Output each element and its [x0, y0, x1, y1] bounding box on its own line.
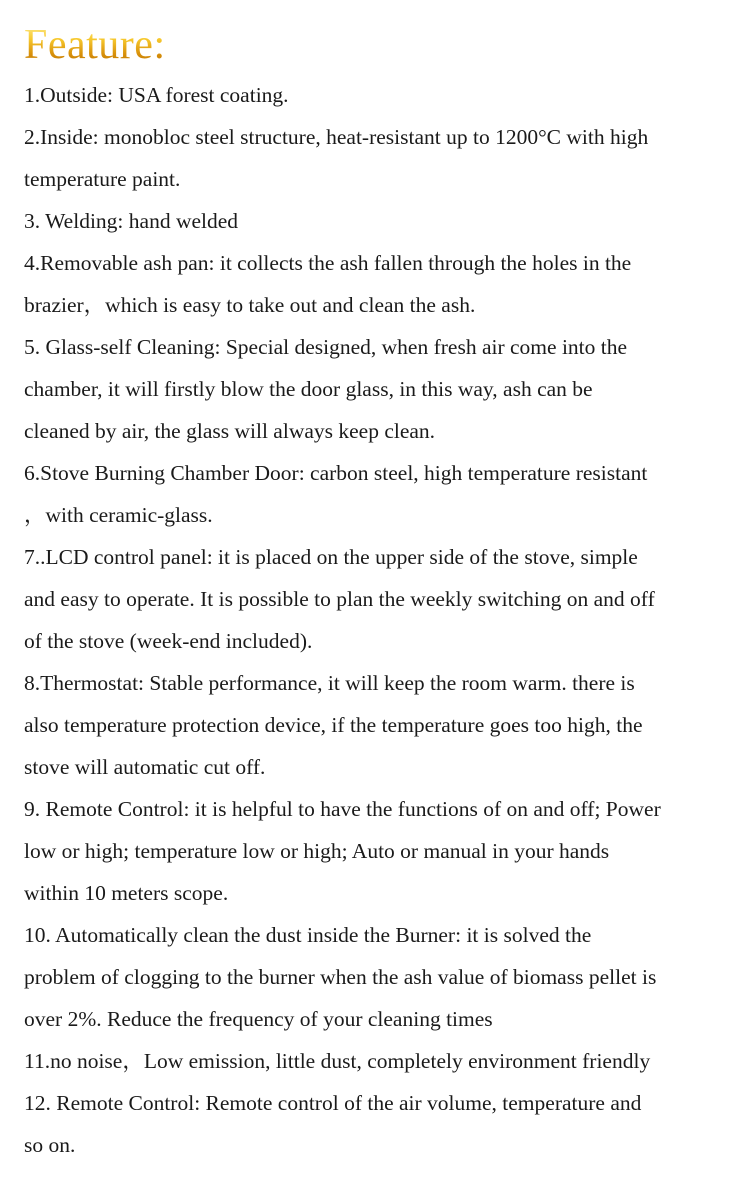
feature-line: ，with ceramic-glass.	[24, 503, 213, 527]
feature-line: temperature paint.	[24, 167, 181, 191]
feature-item-4	[24, 242, 744, 326]
feature-line: of the stove (week-end included).	[24, 629, 313, 653]
feature-item-3	[24, 200, 744, 242]
feature-line: within 10 meters scope.	[24, 881, 229, 905]
page-title: Feature:	[24, 22, 166, 68]
feature-line: chamber, it will firstly blow the door glass, in this way, ash can be	[24, 377, 593, 401]
feature-line: also temperature protection device, if the temperature goes too high, the	[24, 713, 643, 737]
feature-line: 8.Thermostat: Stable performance, it will keep the room warm. there is	[24, 671, 635, 695]
feature-line: 1.Outside: USA forest coating.	[24, 83, 289, 107]
feature-item-1	[24, 74, 744, 116]
feature-item-5	[24, 326, 744, 452]
feature-line: brazier，which is easy to take out and clean the ash.	[24, 293, 476, 317]
feature-item-2	[24, 116, 744, 200]
feature-line: and easy to operate. It is possible to plan the weekly switching on and off	[24, 587, 655, 611]
feature-line: stove will automatic cut off.	[24, 755, 266, 779]
feature-item-10	[24, 914, 744, 1040]
feature-line: 11.no noise，Low emission, little dust, completely environment friendly	[24, 1049, 651, 1073]
feature-line: 12. Remote Control: Remote control of the air volume, temperature and	[24, 1091, 642, 1115]
feature-line: cleaned by air, the glass will always keep clean.	[24, 419, 436, 443]
feature-list	[24, 74, 744, 1166]
feature-line: 6.Stove Burning Chamber Door: carbon steel, high temperature resistant	[24, 461, 648, 485]
feature-line: 10. Automatically clean the dust inside the Burner: it is solved the	[24, 923, 592, 947]
feature-line: 4.Removable ash pan: it collects the ash fallen through the holes in the	[24, 251, 632, 275]
feature-line: 5. Glass-self Cleaning: Special designed, when fresh air come into the	[24, 335, 628, 359]
feature-line: problem of clogging to the burner when the ash value of biomass pellet is	[24, 965, 657, 989]
feature-line: 2.Inside: monobloc steel structure, heat-resistant up to 1200°C with high	[24, 125, 649, 149]
feature-line: 9. Remote Control: it is helpful to have the functions of on and off; Power	[24, 797, 661, 821]
feature-item-7	[24, 536, 744, 662]
feature-item-11	[24, 1040, 744, 1082]
feature-item-6	[24, 452, 744, 536]
feature-line: 7..LCD control panel: it is placed on the upper side of the stove, simple	[24, 545, 638, 569]
feature-line: over 2%. Reduce the frequency of your cleaning times	[24, 1007, 493, 1031]
feature-line: so on.	[24, 1133, 76, 1157]
feature-item-12	[24, 1082, 744, 1166]
feature-line: 3. Welding: hand welded	[24, 209, 239, 233]
feature-item-8	[24, 662, 744, 788]
feature-item-9	[24, 788, 744, 914]
feature-line: low or high; temperature low or high; Auto or manual in your hands	[24, 839, 610, 863]
